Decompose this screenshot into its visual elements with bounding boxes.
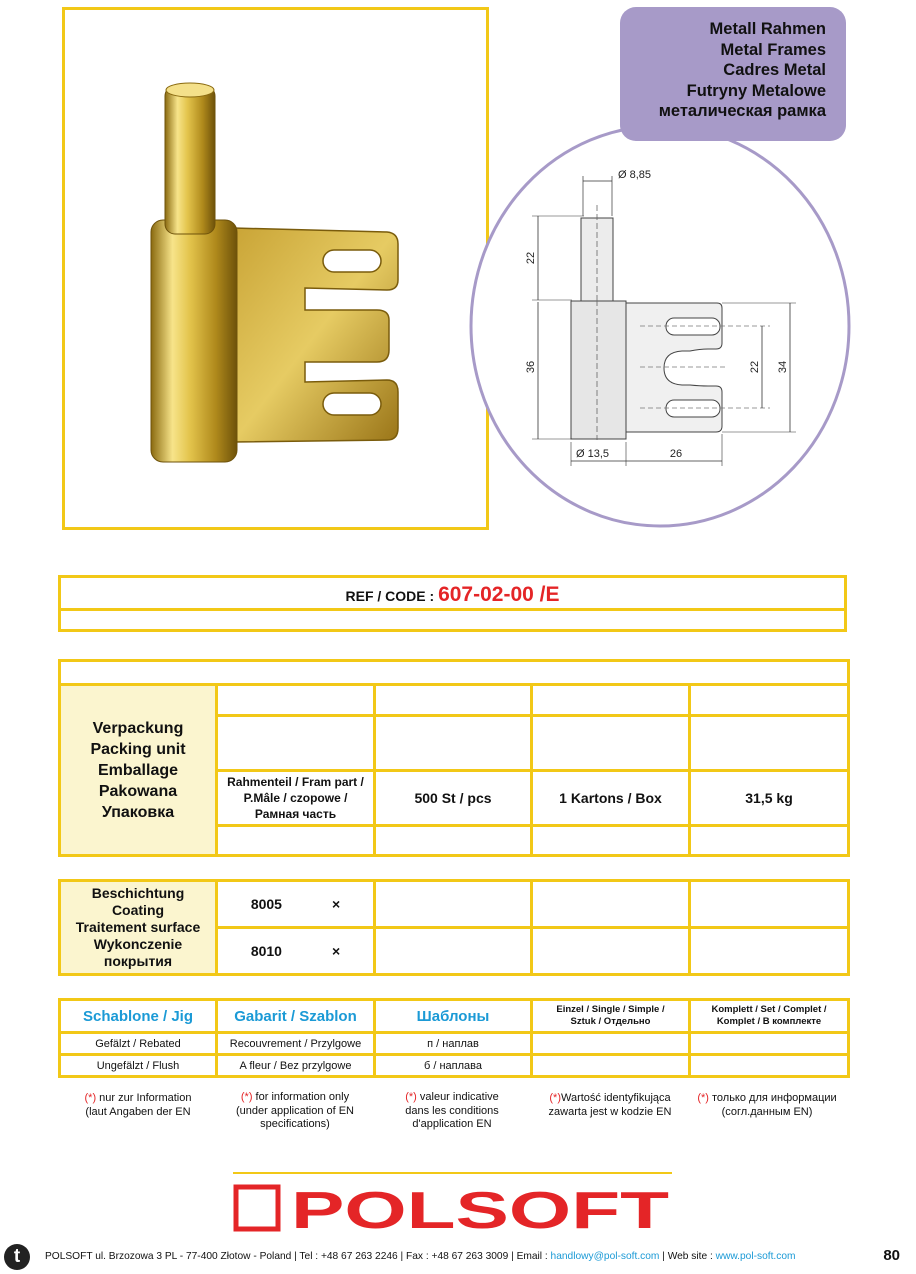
coating-check-mark: ×	[331, 896, 341, 912]
table-row: Gefälzt / Rebated Recouvrement / Przylgowe п / наплав	[60, 1033, 849, 1055]
footnote-ru: (*) только для информации (согл.данным EN)	[697, 1092, 837, 1118]
logo-text: POLSOFT	[291, 1182, 670, 1234]
coating-check-mark: ×	[331, 943, 341, 959]
dim-pin-diameter: Ø 8,85	[618, 169, 652, 181]
packing-part: Rahmenteil / Fram part / P.Mâle / czopowe / Рамная часть	[217, 771, 375, 826]
dim-pin-height: 22	[525, 251, 537, 265]
company-icon: t	[4, 1244, 30, 1270]
jig-header-schablone: Schablone / Jig	[60, 1000, 217, 1033]
ref-code-value: 607-02-00 /E	[438, 583, 560, 606]
jig-header-shablony: Шаблоны	[375, 1000, 532, 1033]
footnote-en: (*) for information only (under application of EN specifications)	[235, 1091, 354, 1130]
category-en: Metal Frames	[720, 40, 826, 59]
dim-plate-height: 34	[777, 360, 789, 374]
footnote-fr: (*) valeur indicative dans les conditions d'application EN	[405, 1091, 499, 1130]
coating-option: 8010 ×	[217, 928, 375, 975]
table-row: Ungefälzt / Flush A fleur / Bez przylgowe б / наплава	[60, 1055, 849, 1077]
email-link[interactable]: handlowy@pol-soft.com	[550, 1251, 660, 1262]
category-de: Metall Rahmen	[709, 20, 826, 38]
page-number: 80	[883, 1247, 900, 1264]
packing-weight: 31,5 kg	[690, 771, 849, 826]
footnote-pl: (*)Wartość identyfikująca zawarta jest w kodzie EN	[548, 1092, 672, 1118]
category-ru: металическая рамка	[658, 102, 826, 120]
polsoft-logo	[233, 1182, 672, 1234]
product-category-box	[620, 7, 846, 141]
packing-label: Verpackung Packing unit Emballage Pakowana Упаковка	[60, 685, 217, 856]
coating-table	[58, 879, 850, 976]
jig-table	[58, 998, 850, 1078]
category-pl: Futryny Metalowe	[686, 81, 826, 100]
dim-slot-spacing: 22	[749, 360, 761, 374]
ref-code-box	[58, 575, 847, 632]
footer-address: POLSOFT ul. Brzozowa 3 PL - 77-400 Złotow - Poland | Tel : +48 67 263 2246 | Fax : +48 67 263 3009 | Email :	[45, 1251, 551, 1262]
jig-header-gabarit: Gabarit / Szablon	[217, 1000, 375, 1033]
packing-table	[58, 659, 850, 857]
category-fr: Cadres Metal	[723, 61, 826, 79]
coating-option: 8005 ×	[217, 881, 375, 928]
footer	[0, 1244, 916, 1270]
logo-divider	[233, 1172, 672, 1174]
packing-quantity: 500 St / pcs	[375, 771, 532, 826]
jig-header-single: Einzel / Single / Simple / Sztuk / Отдельно	[532, 1000, 690, 1033]
dim-body-diameter: Ø 13,5	[576, 448, 610, 460]
footer-contact	[45, 1251, 795, 1262]
footer-web-label: | Web site :	[659, 1251, 716, 1262]
jig-header-set: Komplett / Set / Complet / Komplet / В комплекте	[690, 1000, 849, 1033]
website-link[interactable]: www.pol-soft.com	[715, 1251, 796, 1262]
packing-header-row	[60, 661, 849, 685]
footnote-de: (*) nur zur Information (laut Angaben der EN	[84, 1092, 192, 1118]
packing-boxes: 1 Kartons / Box	[532, 771, 690, 826]
dim-body-height: 36	[525, 360, 537, 374]
coating-label: Beschichtung Coating Traitement surface Wykonczenie покрытия	[60, 881, 217, 975]
ref-code-label: REF / CODE :	[345, 588, 435, 604]
dim-plate-width: 26	[669, 448, 683, 460]
